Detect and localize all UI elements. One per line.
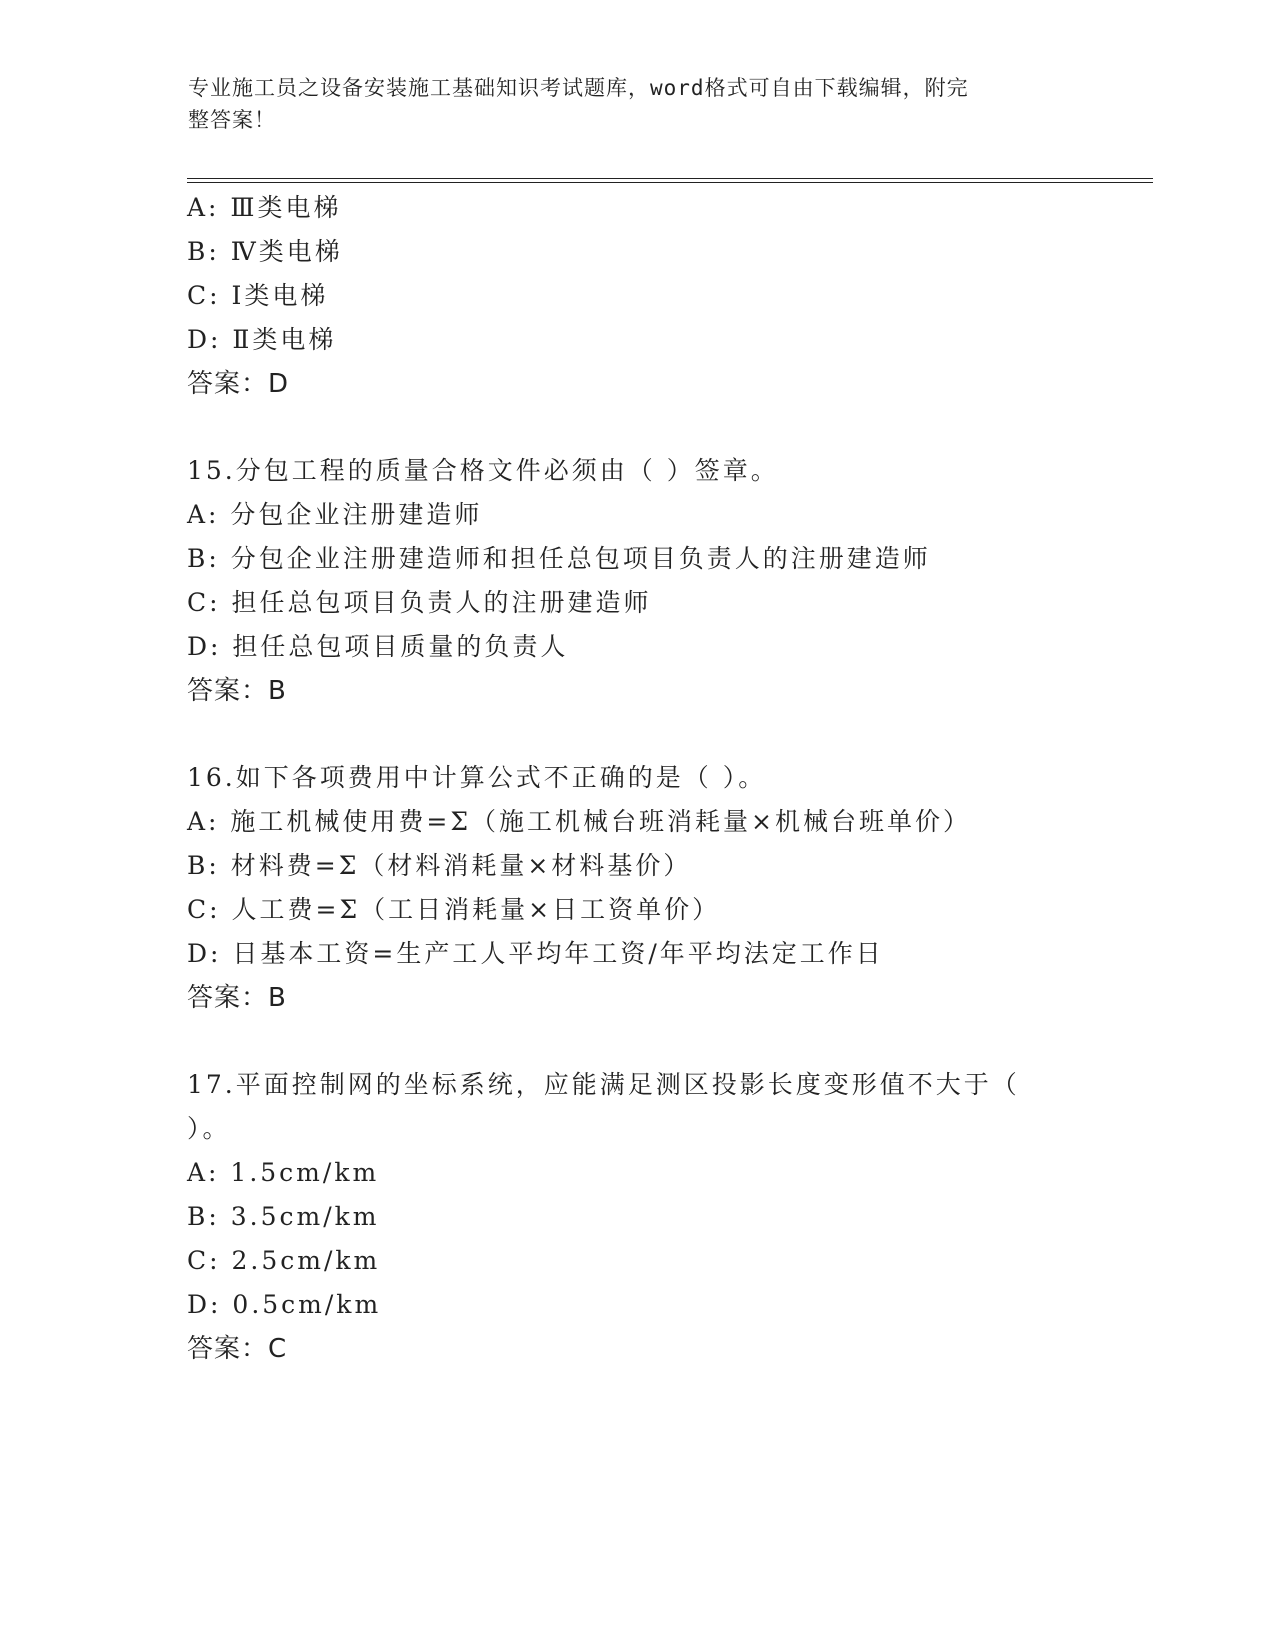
q15-option-a: A: 分包企业注册建造师 [187,500,483,529]
document-header [188,72,1068,136]
q17-question-line-1: 17.平面控制网的坐标系统，应能满足测区投影长度变形值不大于（ [187,1070,1020,1099]
q16-option-b: B: 材料费=Σ（材料消耗量×材料基价） [187,851,692,880]
header-line-1: 专业施工员之设备安装施工基础知识考试题库，word格式可自由下载编辑，附完 [188,76,969,100]
q15-answer: 答案：B [187,676,287,706]
q16-option-d: D: 日基本工资=生产工人平均年工资/年平均法定工作日 [187,939,884,968]
q14-option-d: D: Ⅱ类电梯 [187,325,337,354]
q14-answer: 答案：D [187,369,290,399]
q17-option-d: D: 0.5cm/km [187,1290,382,1319]
q15-question: 15.分包工程的质量合格文件必须由（ ）签章。 [187,456,779,485]
q14-option-a: A: Ⅲ类电梯 [187,193,342,222]
q16-question: 16.如下各项费用中计算公式不正确的是（ ）。 [187,763,767,792]
q17-answer: 答案：C [187,1334,288,1364]
q17-question-line-2: ）。 [187,1114,231,1143]
header-line-2: 整答案！ [188,108,276,132]
q15-option-d: D: 担任总包项目质量的负责人 [187,632,569,661]
q14-option-b: B: Ⅳ类电梯 [187,237,343,266]
q17-option-c: C: 2.5cm/km [187,1246,381,1275]
header-divider-bottom [187,182,1153,183]
q15-option-b: B: 分包企业注册建造师和担任总包项目负责人的注册建造师 [187,544,931,573]
header-divider-top [187,178,1153,179]
q16-answer: 答案：B [187,983,287,1013]
q14-option-c: C: Ⅰ类电梯 [187,281,329,310]
q16-option-a: A: 施工机械使用费=Σ（施工机械台班消耗量×机械台班单价） [187,807,971,836]
q15-option-c: C: 担任总包项目负责人的注册建造师 [187,588,652,617]
q17-option-a: A: 1.5cm/km [187,1158,380,1187]
q17-option-b: B: 3.5cm/km [187,1202,380,1231]
q16-option-c: C: 人工费=Σ（工日消耗量×日工资单价） [187,895,721,924]
